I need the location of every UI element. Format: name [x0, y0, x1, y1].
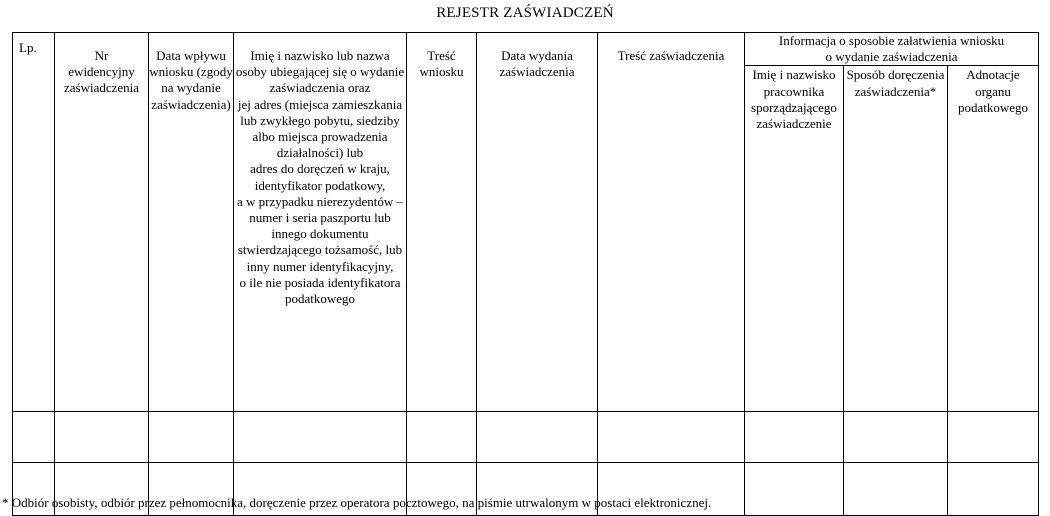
column-header-lp: Lp.: [13, 33, 55, 412]
column-header-tresc-zaswiadczenia: Treść zaświadczenia: [598, 33, 745, 412]
column-header-data-wplywu: Data wpływu wniosku (zgody na wydanie zaświadczenia): [149, 33, 234, 412]
column-header-tresc-wniosku: Treść wniosku: [407, 33, 477, 412]
table-cell: [948, 463, 1039, 516]
document-title: REJESTR ZAŚWIADCZEŃ: [436, 5, 614, 21]
table-cell: [844, 463, 948, 516]
column-header-adnotacje: Adnotacje organu podatkowego: [948, 66, 1039, 412]
column-header-imie-nazwisko: Imię i nazwisko lub nazwa osoby ubiegającej się o wydanie zaświadczenia oraz jej adres (miejsca zamieszkania lub zwykłego pobytu, siedziby albo miejsca prowadzenia działalności) lub adres do doręczeń w kraju, identyfikator podatkowy, a w przypadku nierezydentów – numer i seria paszportu lub innego dokumentu stwierdzającego tożsamość, lub inny numer identyfikacyjny, o ile nie posiada identyfikatora podatkowego: [234, 33, 407, 412]
table-cell: [407, 412, 477, 463]
table-cell: [948, 412, 1039, 463]
table-cell: [598, 412, 745, 463]
column-group-informacja: Informacja o sposobie załatwienia wniosku o wydanie zaświadczenia: [745, 33, 1039, 66]
table-cell: [13, 412, 55, 463]
table-cell: [477, 412, 598, 463]
footnote: * Odbiór osobisty, odbiór przez pełnomocnika, doręczenie przez operatora pocztowego, na piśmie utrwalonym w postaci elektronicznej.: [2, 495, 712, 510]
table-cell: [844, 412, 948, 463]
table-cell: [55, 412, 149, 463]
column-header-nr-ewidencyjny: Nr ewidencyjny zaświadczenia: [55, 33, 149, 412]
table-row: [13, 412, 1039, 463]
column-header-data-wydania: Data wydania zaświadczenia: [477, 33, 598, 412]
column-header-imie-pracownika: Imię i nazwisko pracownika sporządzającego zaświadczenie: [745, 66, 844, 412]
column-header-sposob-doreczenia: Sposób doręczenia zaświadczenia*: [844, 66, 948, 412]
table-cell: [745, 412, 844, 463]
table-cell: [234, 412, 407, 463]
table-cell: [745, 463, 844, 516]
table-cell: [149, 412, 234, 463]
register-table: [12, 32, 1039, 516]
